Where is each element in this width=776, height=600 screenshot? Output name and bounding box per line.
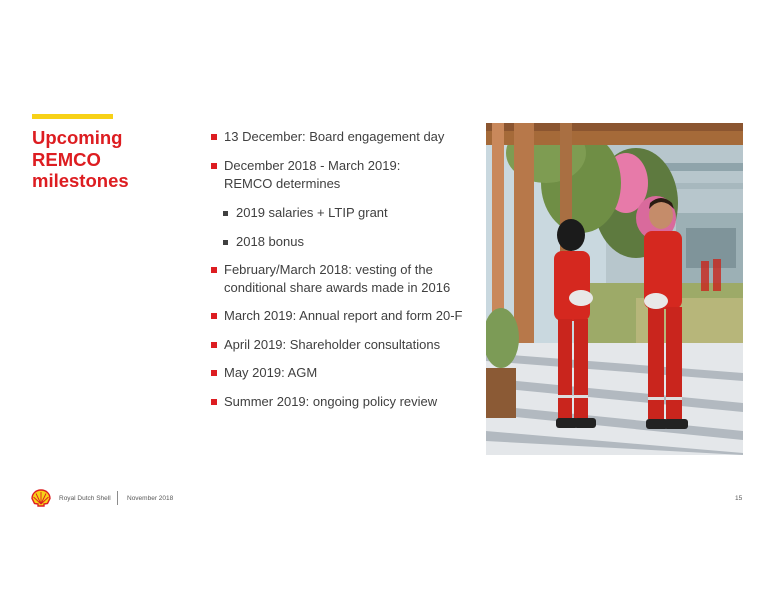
milestone-text: REMCO determines — [224, 176, 341, 191]
milestone-text: 2019 salaries + LTIP grant — [236, 205, 388, 220]
bullet-marker — [211, 313, 217, 319]
title-accent-bar — [32, 114, 113, 119]
bullet-marker — [211, 267, 217, 273]
bullet-marker — [211, 342, 217, 348]
footer-company: Royal Dutch Shell — [59, 495, 111, 502]
milestone-text: conditional share awards made in 2016 — [224, 280, 451, 295]
milestone-text: April 2019: Shareholder consultations — [224, 337, 441, 352]
bullet-marker — [223, 240, 228, 245]
milestone-text: Summer 2019: ongoing policy review — [224, 394, 438, 409]
workers-photo — [486, 123, 743, 455]
title-line-1: Upcoming — [32, 127, 123, 148]
milestone-text: March 2019: Annual report and form 20-F — [224, 308, 463, 323]
slide-footer — [0, 491, 776, 509]
footer-date: November 2018 — [127, 495, 174, 502]
milestone-text: May 2019: AGM — [224, 365, 318, 380]
bullet-marker — [211, 163, 217, 169]
bullet-marker — [211, 399, 217, 405]
milestone-text: 13 December: Board engagement day — [224, 129, 445, 144]
bullet-marker — [211, 370, 217, 376]
page-number: 15 — [735, 495, 743, 502]
milestone-text: December 2018 - March 2019: — [224, 158, 401, 173]
footer-divider — [117, 491, 118, 505]
title-line-3: milestones — [32, 170, 129, 191]
shell-logo-icon — [31, 489, 51, 507]
title-line-2: REMCO — [32, 148, 101, 170]
milestone-text: February/March 2018: vesting of the — [224, 262, 433, 277]
bullet-marker — [223, 211, 228, 216]
milestone-text: 2018 bonus — [236, 234, 304, 249]
bullet-marker — [211, 134, 217, 140]
slide-title — [32, 127, 182, 192]
